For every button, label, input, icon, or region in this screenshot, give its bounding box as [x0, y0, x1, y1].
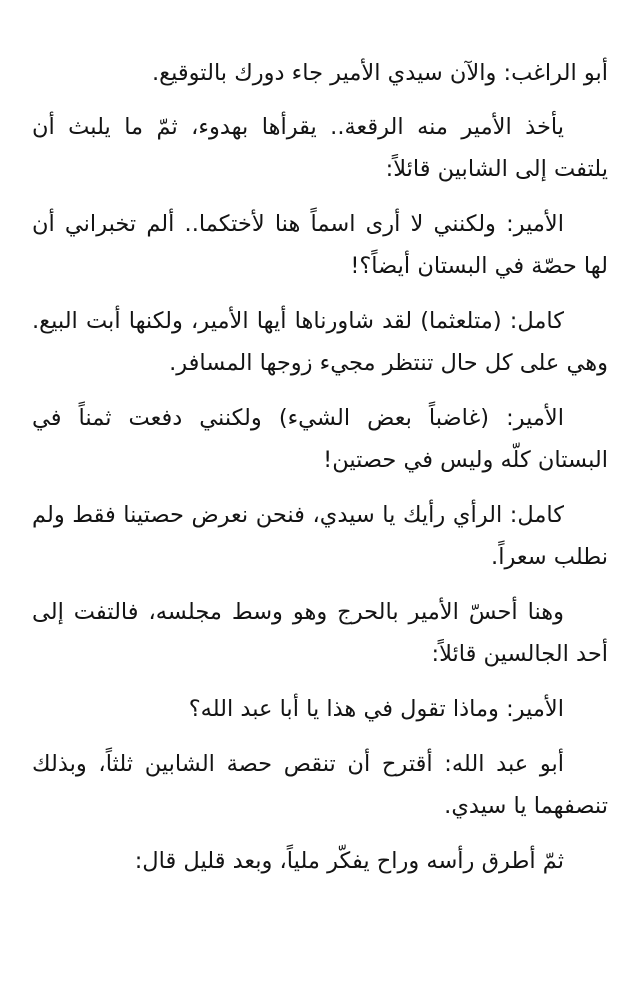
paragraph-1: أبو الراغب: والآن سيدي الأمير جاء دورك بالتوقيع.	[152, 60, 608, 86]
paragraph-9: أبو عبد الله: أقترح أن تنقص حصة الشابين ثلثاً، وبذلك تنصفهما يا سيدي.	[32, 751, 608, 819]
paragraph-10: ثمّ أطرق رأسه وراح يفكّر ملياً، وبعد قليل قال:	[134, 848, 564, 874]
paragraph-5: الأمير: (غاضباً بعض الشيء) ولكنني دفعت ثمناً في البستان كلّه وليس في حصتين!	[32, 405, 608, 473]
paragraph-3: الأمير: ولكنني لا أرى اسماً هنا لأختكما.. ألم تخبراني أن لها حصّة في البستان أيضاً؟!	[32, 211, 608, 279]
paragraph-2: يأخذ الأمير منه الرقعة.. يقرأها بهدوء، ثمّ ما يلبث أن يلتفت إلى الشابين قائلاً:	[32, 114, 608, 182]
paragraph-8: الأمير: وماذا تقول في هذا يا أبا عبد الله؟	[188, 696, 564, 722]
paragraph-4: كامل: (متلعثما) لقد شاورناها أيها الأمير، ولكنها أبت البيع. وهي على كل حال تنتظر مجيء زوجها المسافر.	[32, 308, 608, 376]
paragraph-7: وهنا أحسّ الأمير بالحرج وهو وسط مجلسه، فالتفت إلى أحد الجالسين قائلاً:	[32, 599, 608, 667]
paragraph-6: كامل: الرأي رأيك يا سيدي، فنحن نعرض حصتينا فقط ولم نطلب سعراً.	[32, 502, 608, 570]
